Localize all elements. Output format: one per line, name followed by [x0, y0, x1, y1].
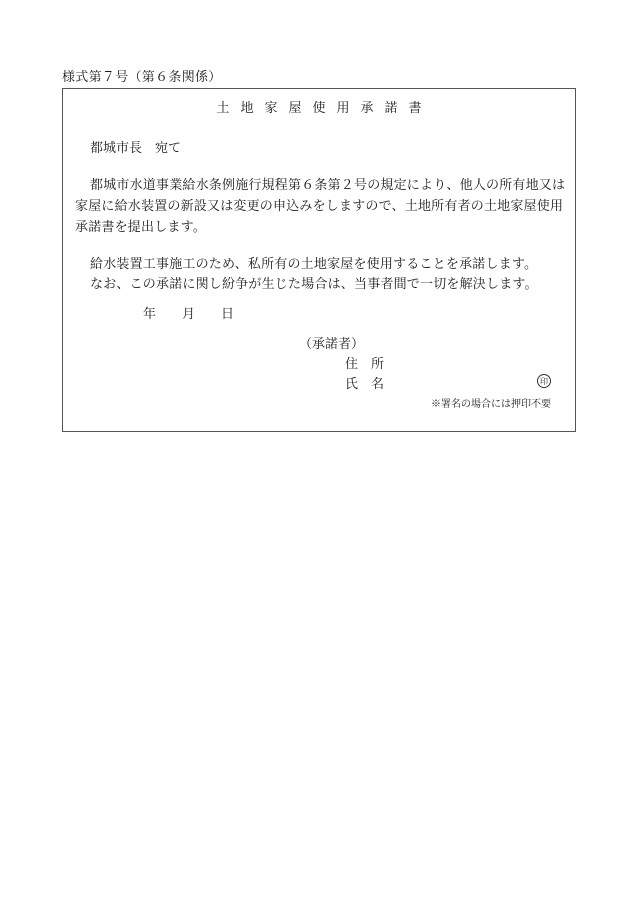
form-number-label: 様式第７号（第６条関係）: [62, 70, 222, 85]
request-paragraph: 都城市水道事業給水条例施行規程第６条第２号の規定により、他人の所有地又は家屋に給水装置の新設又は変更の申込みをしますので、土地所有者の土地家屋使用承諾書を提出します。: [75, 178, 566, 235]
seal-mark: 印: [537, 374, 551, 388]
signer-heading: （承諾者）: [299, 337, 365, 352]
dispute-paragraph: なお、この承諾に関し紛争が生じた場合は、当事者間で一切を解決します。: [90, 277, 538, 292]
consent-paragraph: 給水装置工事施工のため、私所有の土地家屋を使用することを承諾します。: [90, 257, 538, 272]
document-title: 土地家屋使用承諾書: [216, 101, 433, 116]
date-field: 年 月 日: [143, 307, 235, 322]
seal-note: ※署名の場合には押印不要: [431, 399, 551, 410]
signer-address-label: 住 所: [345, 357, 385, 372]
document-frame: [62, 88, 576, 432]
addressee: 都城市長 宛て: [90, 141, 182, 156]
signer-name-label: 氏 名: [345, 377, 385, 392]
